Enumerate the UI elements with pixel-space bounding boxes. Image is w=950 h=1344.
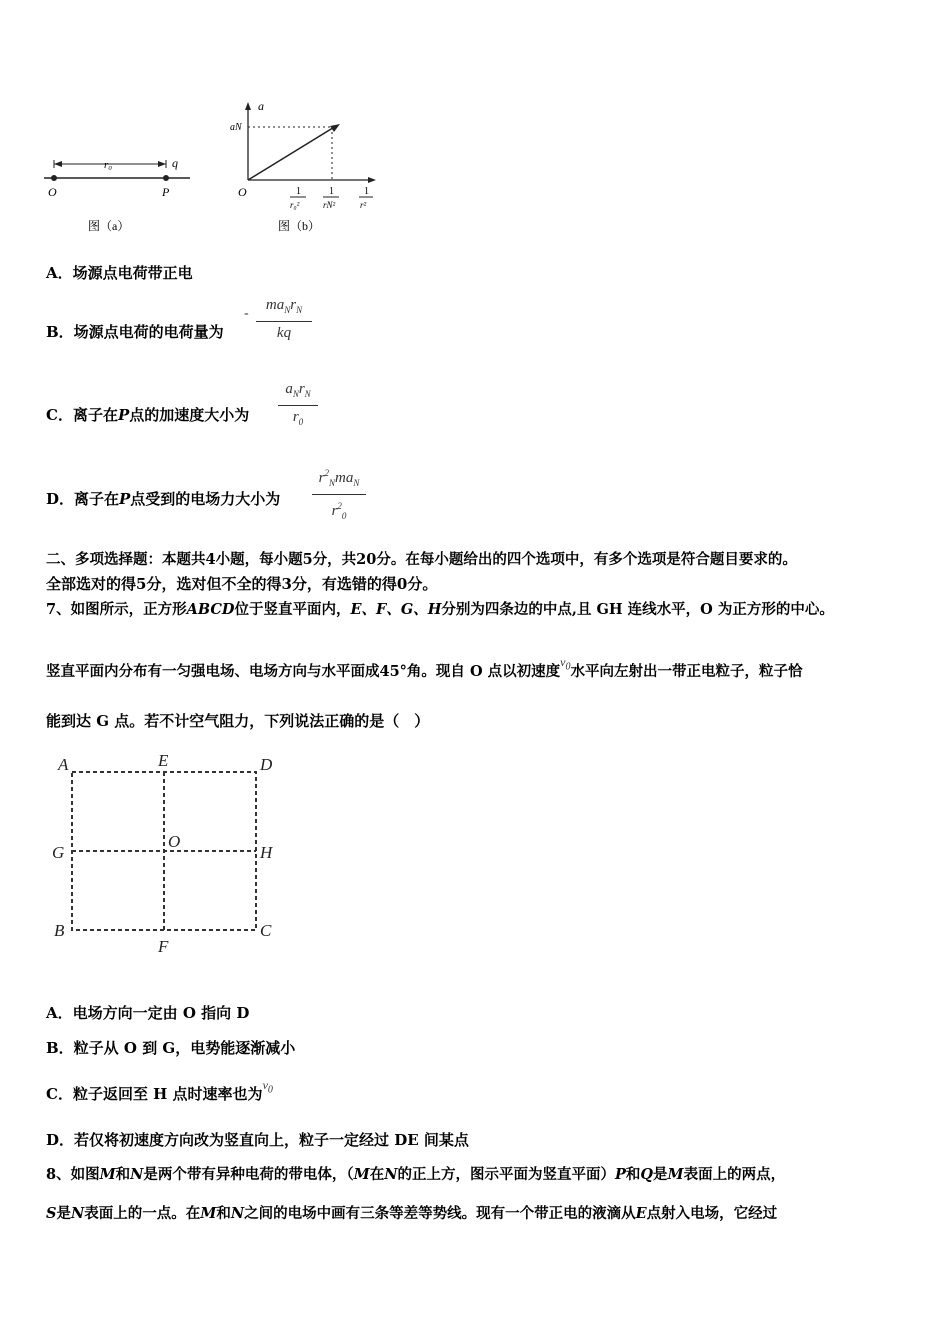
q8-line1: 8、如图M和N是两个带有异种电荷的带电体，（M在N的正上方，图示平面为竖直平面）P和Q是M表面上的两点， xyxy=(46,1166,786,1183)
q6-option-d: D．离子在P点受到的电场力大小为 xyxy=(46,490,281,508)
tick2-den: rN² xyxy=(323,200,336,210)
label-r0: r₀ xyxy=(104,159,113,171)
q8-line2: S是N表面上的一点。在M和N之间的电场中画有三条等差等势线。现有一个带正电的液滴从E点射入电场，它经过 xyxy=(46,1205,778,1222)
q6-b-fraction: $ma_Nr_N$ kq xyxy=(256,296,312,342)
tick2-num: 1 xyxy=(329,186,334,197)
q6-option-a: A．场源点电荷带正电 xyxy=(46,264,193,282)
figure-b xyxy=(226,98,386,238)
point-o xyxy=(51,175,57,181)
figure-a xyxy=(40,150,200,240)
label-G: G xyxy=(52,843,65,862)
q6-b-sign: - xyxy=(244,306,249,321)
tick3-den: r² xyxy=(360,200,367,210)
label-A: A xyxy=(58,755,69,774)
q7-option-d: D．若仅将初速度方向改为竖直向上，粒子一定经过 DE 间某点 xyxy=(46,1131,469,1149)
q6-option-b: B．场源点电荷的电荷量为 xyxy=(46,323,224,341)
label-F: F xyxy=(158,937,169,956)
q7-line3: 能到达 G 点。若不计空气阻力，下列说法正确的是（ ） xyxy=(46,712,430,730)
q7-option-b: B．粒子从 O 到 G，电势能逐渐减小 xyxy=(46,1039,296,1057)
tick3-num: 1 xyxy=(364,186,369,197)
q6-option-c: C．离子在P点的加速度大小为 xyxy=(46,406,250,424)
q7-option-a: A．电场方向一定由 O 指向 D xyxy=(46,1004,250,1022)
label-E: E xyxy=(158,751,169,770)
q6-d-fraction: $r^2_Nma_N$ $r^2_0$ xyxy=(312,464,366,525)
graph-line xyxy=(248,126,336,180)
label-H: H xyxy=(260,843,273,862)
label-q: q xyxy=(172,156,178,170)
q6-c-fraction: $a_Nr_N$ $r_0$ xyxy=(278,380,318,431)
label-o-b: O xyxy=(238,185,247,199)
section2-line1: 二、多项选择题：本题共4小题，每小题5分，共20分。在每小题给出的四个选项中，有多个选项是符合题目要求的。 xyxy=(46,551,797,568)
q7-line1: 7、如图所示，正方形ABCD位于竖直平面内，E、F、G、H分别为四条边的中点,且 GH 连线水平，O 为正方形的中心。 xyxy=(46,601,834,618)
q7-option-c: C．粒子返回至 H 点时速率也为$^{v_0}$ xyxy=(46,1078,273,1103)
caption-b: 图（b） xyxy=(278,219,321,233)
label-D: D xyxy=(260,755,273,774)
tick1-num: 1 xyxy=(296,186,301,197)
label-C: C xyxy=(260,921,272,940)
tick1-den: r₀² xyxy=(290,200,300,210)
point-p xyxy=(163,175,169,181)
label-o: O xyxy=(48,185,57,199)
square-figure xyxy=(48,748,288,958)
label-O: O xyxy=(168,832,181,851)
q7-line2: 竖直平面内分布有一匀强电场、电场方向与水平面成45°角。现自 O 点以初速度$^{v_0}$水平向左射出一带正电粒子，粒子恰 xyxy=(46,655,803,680)
label-p: P xyxy=(162,185,170,199)
section2-line2: 全部选对的得5分，选对但不全的得3分，有选错的得0分。 xyxy=(46,575,438,593)
label-a: a xyxy=(258,99,264,113)
label-B: B xyxy=(54,921,65,940)
caption-a: 图（a） xyxy=(88,219,130,233)
label-an: aN xyxy=(230,122,242,133)
